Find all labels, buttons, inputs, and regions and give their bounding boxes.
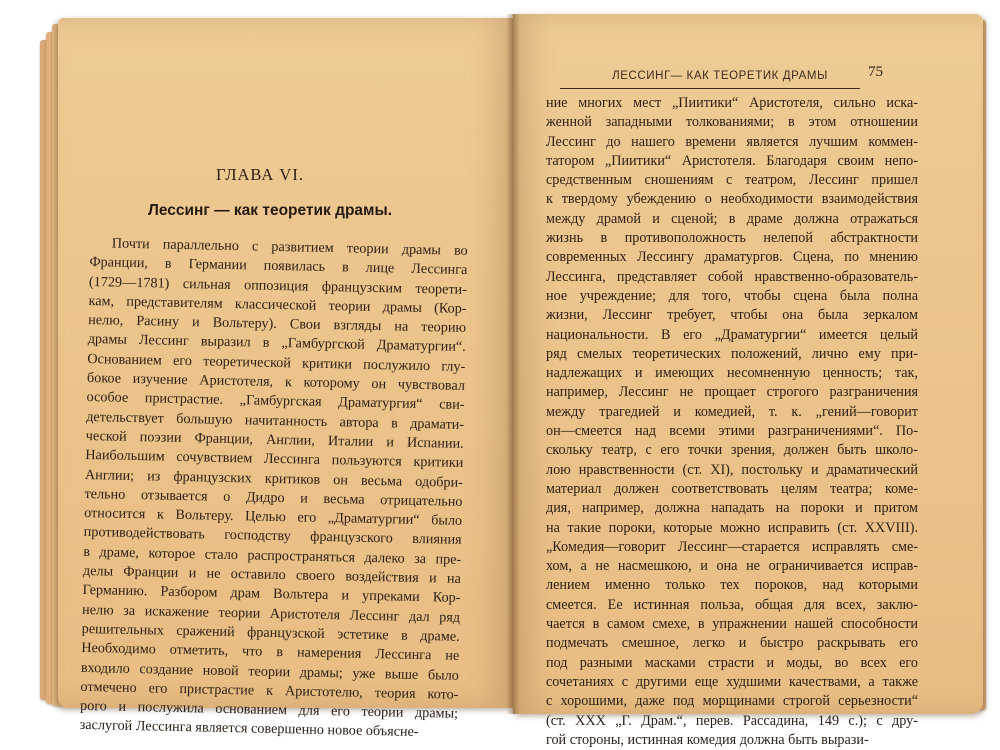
text-line: с хорошими, даже под морщинами строгой серьезности“: [546, 693, 918, 710]
text-line: ческой поэзии Франции, Англии, Италии и Испании.: [85, 427, 464, 452]
text-line: относится к Вольтеру. Целью его „Драматургии“ было: [83, 505, 463, 530]
text-line: делы Франции и не оставило своего воздействия и на: [82, 562, 462, 587]
text-line: он—смеется над всеми этими разграничениями“. По-: [546, 423, 918, 440]
text-line: рого и послужила основанием для его теории драмы;: [79, 698, 459, 722]
running-head-rule: [560, 88, 860, 89]
text-line: национальности. В его „Драматургии“ имеется целый: [546, 326, 918, 343]
text-line: гой стороны, истинная комедия должна быть вырази-: [546, 731, 869, 748]
text-line: Наибольшим сочувствием Лессинга пользуются критики: [85, 447, 464, 472]
text-line: (ст. XXX „Г. Драм.“, перев. Рассадина, 149 с.); с дру-: [546, 712, 918, 729]
text-line: дия, например, должна нападать на пороки и притом: [546, 500, 918, 517]
text-line: (1729—1781) сильная оппозиция французским теорети-: [88, 273, 468, 298]
text-line: жизни, Лессинг требует, чтобы она была зеркалом: [546, 307, 918, 324]
text-line: ряд смелых теоретических положений, лично ему при-: [546, 345, 918, 362]
running-head: ЛЕССИНГ— КАК ТЕОРЕТИК ДРАМЫ: [612, 70, 828, 82]
chapter-title: ГЛАВА VI.: [216, 165, 304, 184]
text-line: татором „Пиитики“ Аристотеля. Благодаря своим непо-: [546, 152, 918, 169]
text-line: смеется. Ее истинная польза, общая для всех, заклю-: [546, 596, 918, 613]
text-line: нелю за искажение теории Аристотеля Лессинг дал ряд: [81, 601, 461, 626]
text-line: противодействовать господству французского влияния: [83, 524, 462, 549]
text-line: чается в самом смехе, в упражнении нашей способности: [546, 616, 918, 633]
text-line: особое пристрастие. „Гамбургская Драматургия“ сви-: [86, 389, 465, 414]
text-line: Лессинга, представляет собой нравственно-образователь-: [546, 268, 918, 285]
text-line: жизнь в противоположность нелепой абстрактности: [546, 230, 918, 247]
text-line: надлежащих и имеющих несомненную ценность; так,: [546, 365, 918, 382]
text-line: Основанием его теоретической критики послужило глу-: [87, 350, 466, 375]
book-gutter: [506, 14, 520, 714]
text-line: средственным сношениям с театром, Лессинг пришел: [546, 172, 918, 189]
text-line: нелю, Расину и Вольтеру). Свои взгляды на теорию: [88, 312, 467, 337]
text-line: лением именно только тех пороков, над которыми: [546, 577, 918, 594]
text-line: сочетаниях с другими еще худшими качествами, а также: [546, 673, 918, 690]
text-line: хом, а не насмешкою, и она не ограничивается исправ-: [546, 558, 918, 575]
text-line: заслугой Лессинга является совершенно новое объясне-: [79, 717, 419, 741]
text-line: Необходимо отметить, что в намерения Лессинга не: [81, 640, 460, 665]
text-line: материал должен соответствовать целям театра; коме-: [546, 480, 918, 497]
text-line: скольку театр, с его точки зрения, должен быть школо-: [546, 442, 918, 459]
text-line: современных Лессингу драматургов. Сцена, по мнению: [546, 249, 918, 266]
text-line: под разными масками страсти и моды, во всех его: [546, 654, 918, 671]
right-page-body: [546, 94, 918, 750]
text-line: например, Лессинг не прощает строгого разграничения: [546, 384, 918, 401]
text-line: между трагедией и комедией, т. к. „гений—говорит: [546, 403, 918, 420]
text-line: женной западными толкованиями; в этом отношении: [546, 114, 918, 131]
left-page-body: [79, 234, 467, 744]
text-line: в драме, которое стало распространяться далеко за пре-: [83, 543, 462, 568]
text-line: Германию. Разбором драм Вольтера и упреками Кор-: [82, 582, 461, 607]
text-line: Англии; из французских критиков он весьма одобри-: [84, 466, 464, 491]
text-line: подмечать смешное, легко и быстро раскрывать его: [546, 635, 918, 652]
text-line: решительных сражений французской эстетике в драме.: [81, 620, 460, 645]
text-line: ное учреждение; для того, чтобы сцена была полна: [546, 287, 918, 304]
text-line: к твердому убеждению о необходимости взаимодействия: [546, 191, 918, 208]
text-line: „Комедия—говорит Лессинг—старается исправлять сме-: [546, 538, 918, 555]
text-line: Франции, в Германии появилась в лице Лессинга: [89, 254, 468, 279]
text-line: отмечено его пристрастие к Аристотелю, теория кото-: [80, 678, 459, 703]
chapter-heading: Лессинг — как теоретик драмы.: [147, 202, 393, 219]
text-line: кам, представителям классической теории драмы (Кор-: [88, 292, 467, 317]
text-line: ние многих мест „Пиитики“ Аристотеля, сильно иска-: [546, 95, 918, 111]
text-line: драмы Лессинг выразил в „Гамбургской Драматургии“.: [87, 331, 466, 356]
text-line: Лессинг до нашего времени является лучшим коммен-: [546, 133, 918, 150]
text-line: на такие пороки, которые можно исправить (ст. XXVIII).: [546, 519, 918, 536]
text-line: лою нравственности (ст. XI), постольку и драматический: [546, 461, 918, 478]
text-line: Почти параллельно с развитием теории драмы во: [111, 235, 468, 259]
page-number: 75: [868, 64, 883, 80]
text-line: бокое изучение Аристотеля, к которому он чувствовал: [86, 370, 466, 394]
text-line: входило создание новой теории драмы; уже выше было: [80, 659, 460, 684]
text-line: между драмой и сценой; в драме должна отражаться: [546, 210, 918, 227]
text-line: детельствует большую начитанность автора в драмати-: [86, 408, 465, 433]
text-line: тельно отзывается о Дидро и весьма отрицательно: [84, 485, 463, 510]
